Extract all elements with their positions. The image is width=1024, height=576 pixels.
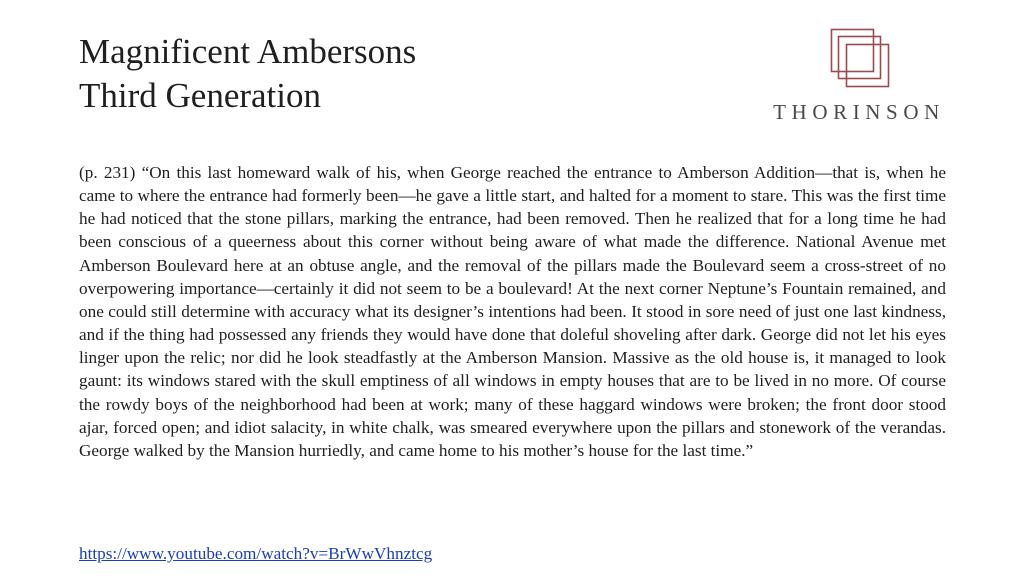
title-line-1: Magnificent Ambersons	[79, 32, 417, 71]
quote-paragraph: (p. 231) “On this last homeward walk of his, when George reached the entrance to Amberson Addition—that is, when he came to where the entrance had formerly been—he gave a little start, and halted for a moment to stare. This was the first time he had noticed that the stone pillars, marking the entrance, had been removed. Then he realized that for a long time he had been conscious of a queerness about this corner without being aware of what made the difference. National Avenue met Amberson Boulevard here at an obtuse angle, and the removal of the pillars made the Boulevard seem a cross-street of no overpowering importance—certainly it did not seem to be a boulevard! At the next corner Neptune’s Fountain remained, and one could still determine with accuracy what its designer’s intentions had been. It stood in sore need of just one last kindness, and if the thing had possessed any friends they would have done that doleful shoveling after dark. George did not let his eyes linger upon the relic; nor did he look steadfastly at the Amberson Mansion. Massive as the old house is, it managed to look gaunt: its windows stared with the skull emptiness of all windows in empty houses that are to be lived in no more. Of course the rowdy boys of the neighborhood had been at work; many of these haggard windows were broken; the front door stood ajar, forced open; and idiot salacity, in white chalk, was smeared everywhere upon the pillars and stonework of the verandas. George walked by the Mansion hurriedly, and came home to his mother’s house for the last time.”	[79, 163, 946, 460]
title-line-2: Third Generation	[79, 76, 321, 115]
company-logo	[764, 28, 954, 124]
logo-wordmark: THORINSON	[773, 100, 945, 124]
page-title	[79, 30, 416, 118]
overlapping-squares-logo-icon	[830, 28, 890, 88]
youtube-link[interactable]: https://www.youtube.com/watch?v=BrWwVhnztcg	[79, 544, 433, 563]
